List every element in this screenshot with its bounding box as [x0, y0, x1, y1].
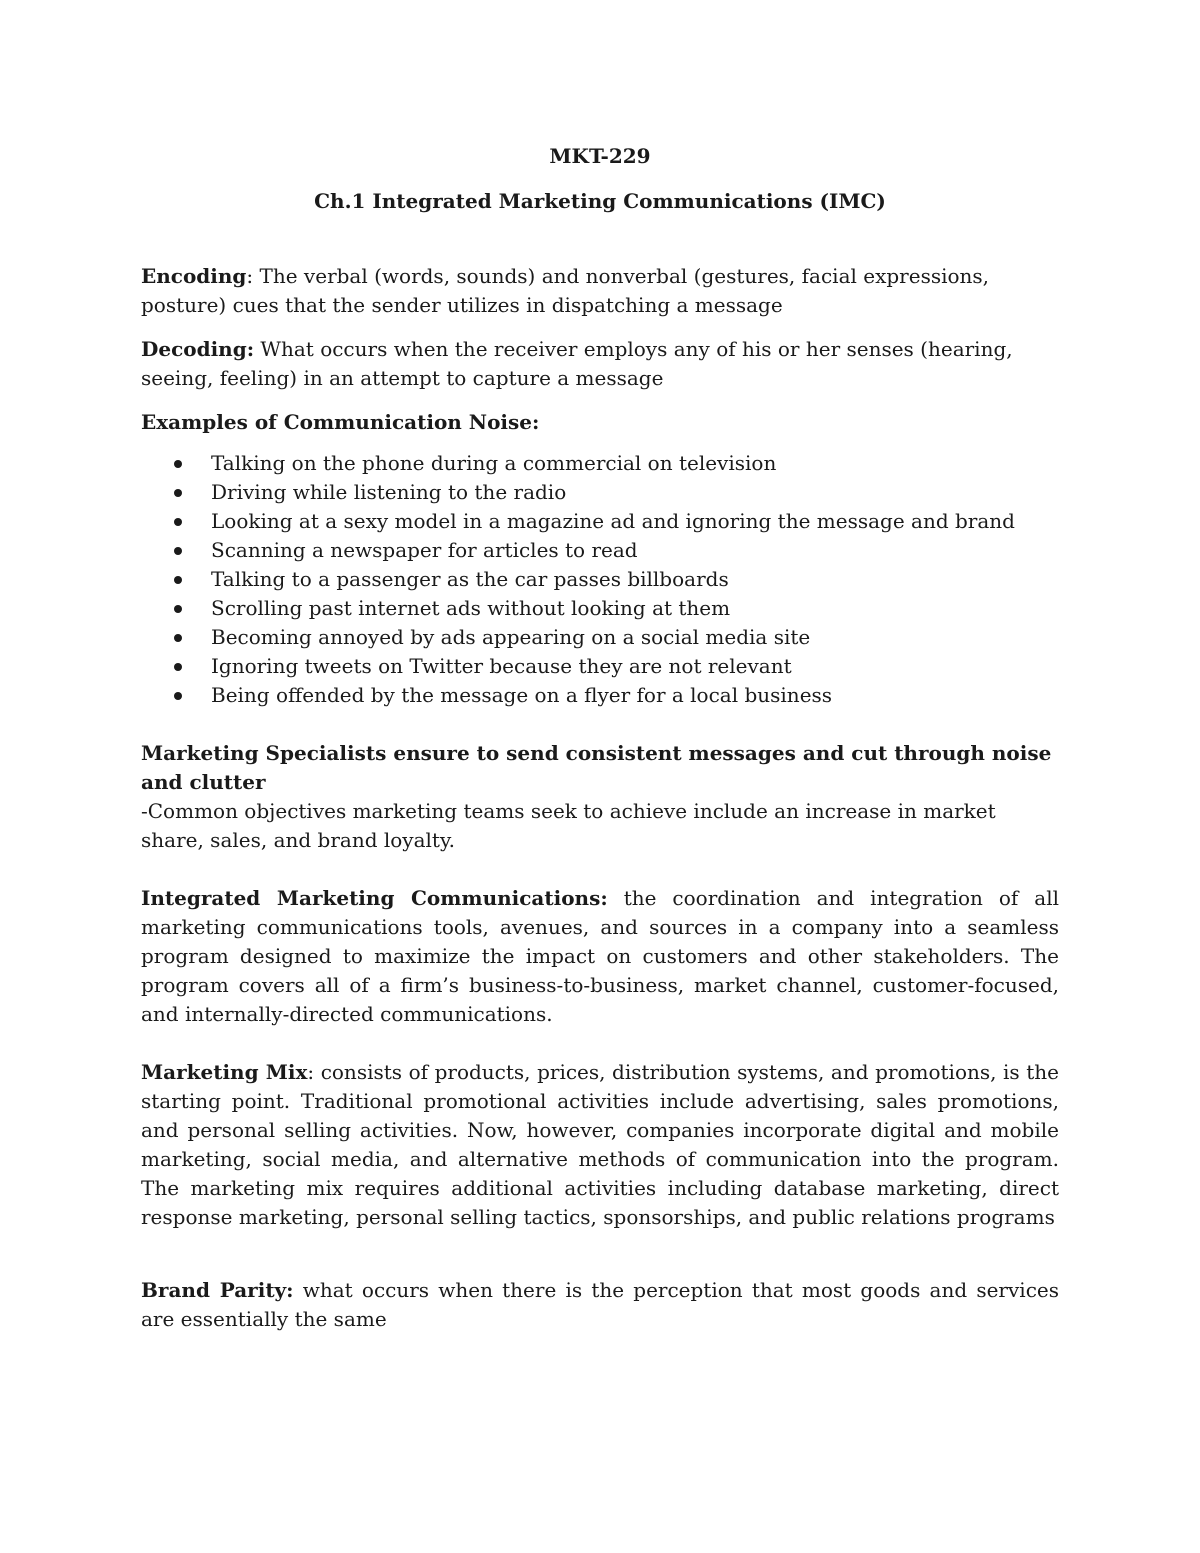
document-page — [141, 140, 1059, 1334]
noise-heading: Examples of Communication Noise: — [141, 410, 540, 434]
decoding-paragraph — [141, 335, 1059, 393]
specialists-heading: Marketing Specialists ensure to send consistent messages and cut through noise and clutter — [141, 741, 1052, 794]
imc-definition: the coordination and integration of all marketing communications tools, avenues, and sources in a company into a seamless program designed to maximize the impact on customers and other stakeholders. The program covers all of a firm’s business-to-business, market channel, customer-focused, and internally-directed communications. — [141, 886, 1059, 1026]
bullet-icon — [174, 692, 182, 700]
course-code: MKT-229 — [549, 144, 651, 168]
noise-list — [141, 449, 1059, 710]
chapter-title: Ch.1 Integrated Marketing Communications (IMC) — [314, 189, 886, 213]
list-item-text: Becoming annoyed by ads appearing on a social media site — [211, 625, 811, 649]
list-item — [141, 449, 1059, 478]
decoding-term: Decoding: — [141, 337, 255, 361]
brand-parity-term: Brand Parity: — [141, 1278, 294, 1302]
bullet-icon — [174, 460, 182, 468]
list-item-text: Talking on the phone during a commercial on television — [211, 451, 777, 475]
list-item-text: Talking to a passenger as the car passes billboards — [211, 567, 729, 591]
bullet-icon — [174, 634, 182, 642]
decoding-definition: What occurs when the receiver employs any of his or her senses (hearing, seeing, feeling) in an attempt to capture a message — [141, 337, 1013, 390]
bullet-icon — [174, 605, 182, 613]
bullet-icon — [174, 547, 182, 555]
bullet-icon — [174, 663, 182, 671]
list-item — [141, 652, 1059, 681]
list-item-text: Looking at a sexy model in a magazine ad and ignoring the message and brand — [211, 509, 1015, 533]
list-item — [141, 536, 1059, 565]
bullet-icon — [174, 489, 182, 497]
list-item-text: Being offended by the message on a flyer for a local business — [211, 683, 833, 707]
list-item — [141, 507, 1059, 536]
marketing-mix-term: Marketing Mix — [141, 1060, 308, 1084]
bullet-icon — [174, 518, 182, 526]
list-item — [141, 681, 1059, 710]
marketing-mix-definition: : consists of products, prices, distribution systems, and promotions, is the starting point. Traditional promotional activities include advertising, sales promotions, and personal selling activities. Now, however, companies incorporate digital and mobile marketing, social media, and alternative methods of communication into the program. The marketing mix requires additional activities including database marketing, direct response marketing, personal selling tactics, sponsorships, and public relations programs — [141, 1060, 1059, 1229]
specialists-text: -Common objectives marketing teams seek to achieve include an increase in market share, sales, and brand loyalty. — [141, 799, 996, 852]
specialists-section — [141, 739, 1059, 855]
brand-parity-definition: what occurs when there is the perception that most goods and services are essentially the same — [141, 1278, 1059, 1331]
list-item — [141, 594, 1059, 623]
bullet-icon — [174, 576, 182, 584]
list-item-text: Driving while listening to the radio — [211, 480, 567, 504]
imc-term: Integrated Marketing Communications: — [141, 886, 608, 910]
list-item-text: Scanning a newspaper for articles to read — [211, 538, 638, 562]
imc-paragraph — [141, 884, 1059, 1029]
list-item — [141, 623, 1059, 652]
list-item-text: Scrolling past internet ads without looking at them — [211, 596, 731, 620]
marketing-mix-paragraph — [141, 1058, 1059, 1232]
encoding-definition: : The verbal (words, sounds) and nonverbal (gestures, facial expressions, posture) cues that the sender utilizes in dispatching a message — [141, 264, 990, 317]
list-item-text: Ignoring tweets on Twitter because they are not relevant — [211, 654, 792, 678]
encoding-term: Encoding — [141, 264, 247, 288]
brand-parity-paragraph — [141, 1276, 1059, 1334]
list-item — [141, 478, 1059, 507]
encoding-paragraph — [141, 262, 1059, 320]
list-item — [141, 565, 1059, 594]
